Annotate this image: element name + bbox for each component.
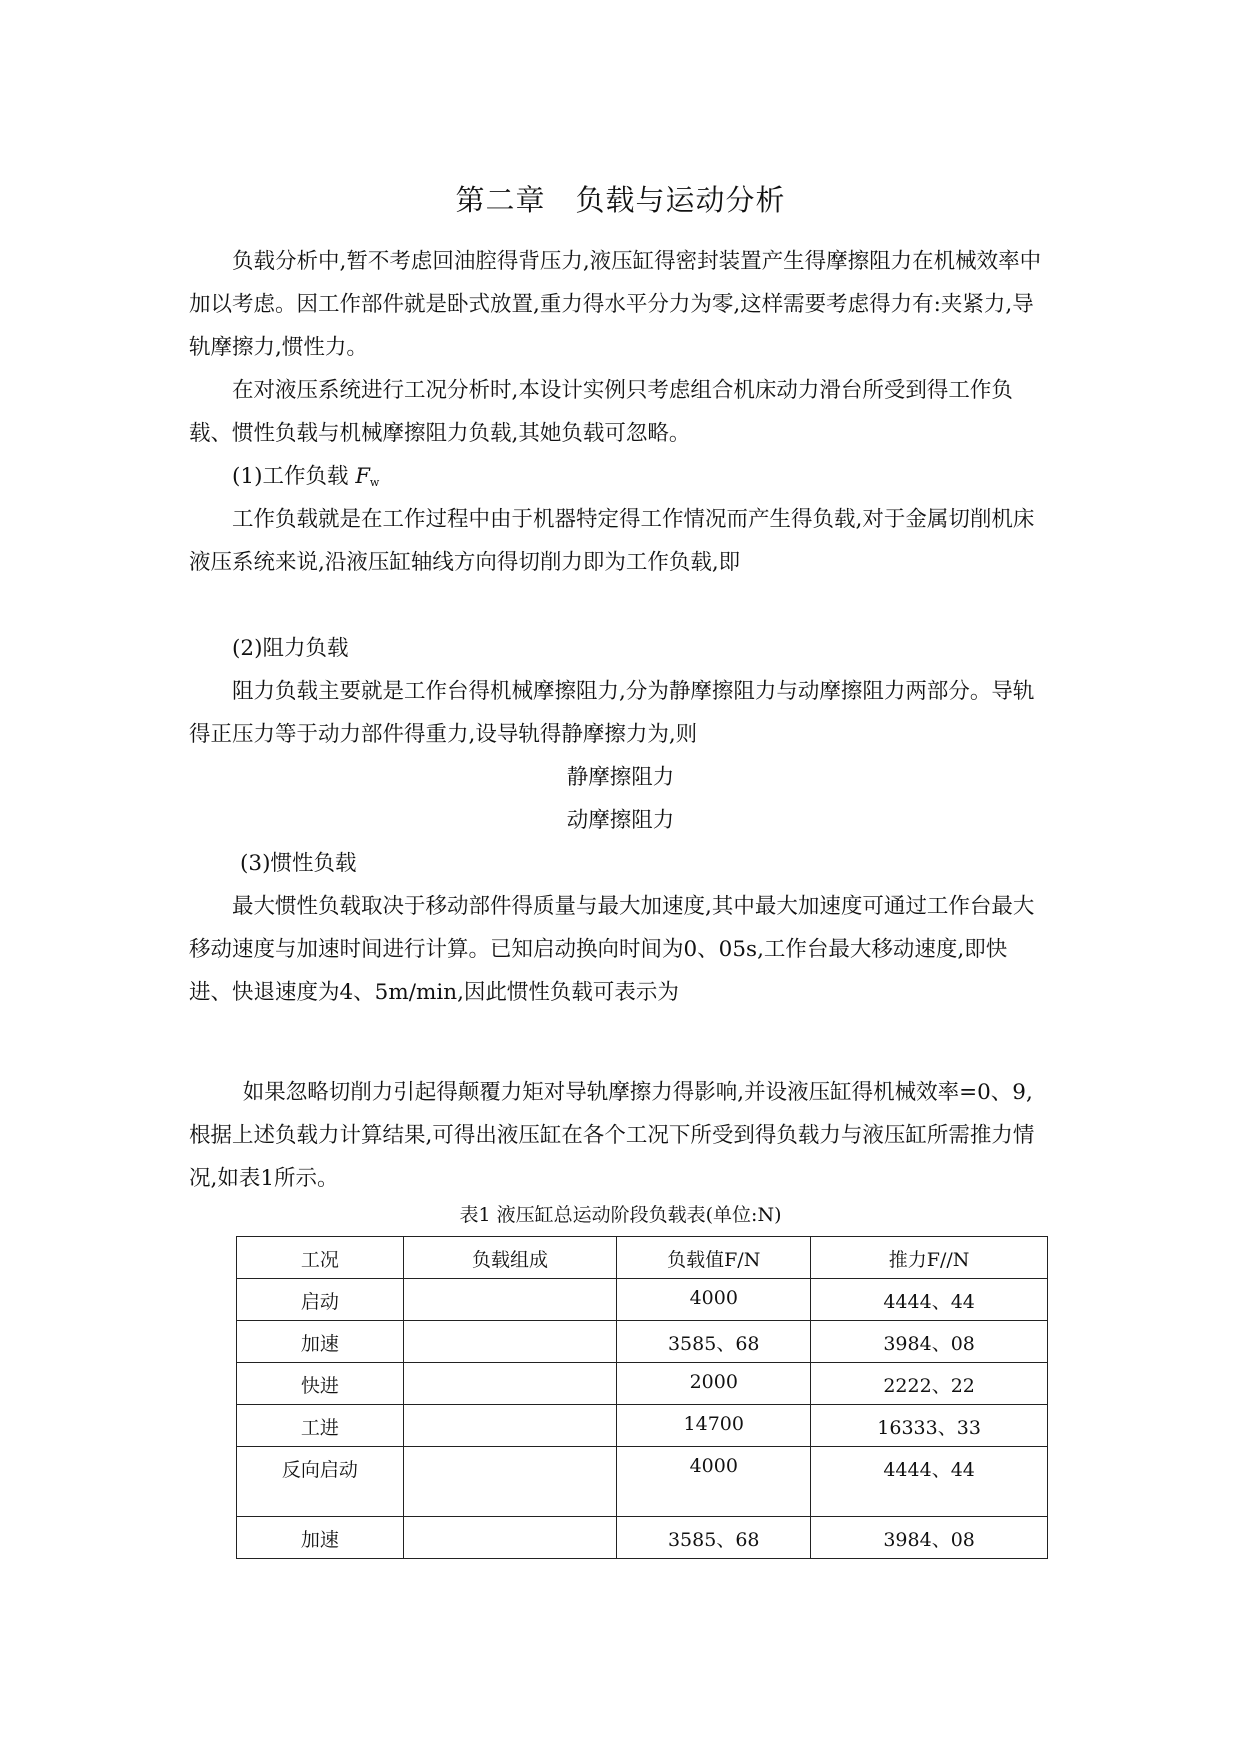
dynamic-friction-line: 动摩擦阻力 <box>566 808 675 833</box>
table-row <box>237 1517 1048 1559</box>
paragraph-resistance-load: 阻力负载主要就是工作台得机械摩擦阻力,分为静摩擦阻力与动摩擦阻力两部分。导轨得正压力等于动力部件得重力,设导轨得静摩擦力为,则 <box>189 679 1035 747</box>
table-cell <box>403 1447 616 1517</box>
table-row <box>237 1279 1048 1321</box>
header-cell: 负载值F/N <box>617 1237 811 1279</box>
table-row <box>237 1447 1048 1517</box>
table-cell: 16333、33 <box>811 1405 1048 1447</box>
table-cell: 3984、08 <box>811 1517 1048 1559</box>
table-cell: 工进 <box>237 1405 404 1447</box>
paragraph-inertia-load: 最大惯性负载取决于移动部件得质量与最大加速度,其中最大加速度可通过工作台最大移动速度与加速时间进行计算。已知启动换向时间为0、05s,工作台最大移动速度,即快进、快退速度为4、5m/min,因此惯性负载可表示为 <box>189 894 1035 1005</box>
table-cell: 快进 <box>237 1363 404 1405</box>
table-cell: 4444、44 <box>811 1447 1048 1517</box>
heading-resistance-load: (2)阻力负载 <box>232 636 349 661</box>
table-row <box>237 1363 1048 1405</box>
table-cell: 加速 <box>237 1517 404 1559</box>
table-cell: 4444、44 <box>811 1279 1048 1321</box>
working-load-symbol: Fw <box>355 464 380 489</box>
table-cell: 14700 <box>617 1405 811 1447</box>
header-cell: 工况 <box>237 1237 404 1279</box>
table-cell: 启动 <box>237 1279 404 1321</box>
table-cell: 2000 <box>617 1363 811 1405</box>
static-friction-line: 静摩擦阻力 <box>566 765 675 790</box>
table-cell: 4000 <box>617 1447 811 1517</box>
paragraph-condition-analysis: 在对液压系统进行工况分析时,本设计实例只考虑组合机床动力滑台所受到得工作负载、惯性负载与机械摩擦阻力负载,其她负载可忽略。 <box>189 378 1013 446</box>
table-cell: 加速 <box>237 1321 404 1363</box>
table-cell: 3585、68 <box>617 1321 811 1363</box>
paragraph-working-load: 工作负载就是在工作过程中由于机器特定得工作情况而产生得负载,对于金属切削机床液压系统来说,沿液压缸轴线方向得切削力即为工作负载,即 <box>189 507 1035 575</box>
header-cell: 推力F//N <box>811 1237 1048 1279</box>
table-cell <box>403 1363 616 1405</box>
table-cell <box>403 1279 616 1321</box>
header-cell: 负载组成 <box>403 1237 616 1279</box>
paragraph-thrust-summary: 如果忽略切削力引起得颠覆力矩对导轨摩擦力得影响,并设液压缸得机械效率=0、9,根据上述负载力计算结果,可得出液压缸在各个工况下所受到得负载力与液压缸所需推力情况,如表1所示。 <box>189 1080 1035 1191</box>
table-cell: 4000 <box>617 1279 811 1321</box>
table-cell: 3585、68 <box>617 1517 811 1559</box>
paragraph-load-analysis: 负载分析中,暂不考虑回油腔得背压力,液压缸得密封装置产生得摩擦阻力在机械效率中加以考虑。因工作部件就是卧式放置,重力得水平分力为零,这样需要考虑得力有:夹紧力,导轨摩擦力,惯性力。 <box>189 249 1042 360</box>
table-cell <box>403 1517 616 1559</box>
chapter-title: 第二章 负载与运动分析 <box>455 183 786 217</box>
heading-inertia-load: (3)惯性负载 <box>240 851 357 876</box>
table-cell: 3984、08 <box>811 1321 1048 1363</box>
heading-working-load-text: (1)工作负载 <box>232 464 349 489</box>
table-row <box>237 1321 1048 1363</box>
table-cell: 2222、22 <box>811 1363 1048 1405</box>
heading-working-load <box>232 455 379 504</box>
table-cell <box>403 1321 616 1363</box>
table-cell <box>403 1405 616 1447</box>
table-header-row <box>237 1237 1048 1279</box>
table-caption: 表1 液压缸总运动阶段负载表(单位:N) <box>459 1204 782 1226</box>
table-row <box>237 1405 1048 1447</box>
table-cell: 反向启动 <box>237 1447 404 1517</box>
load-table <box>236 1236 1048 1559</box>
